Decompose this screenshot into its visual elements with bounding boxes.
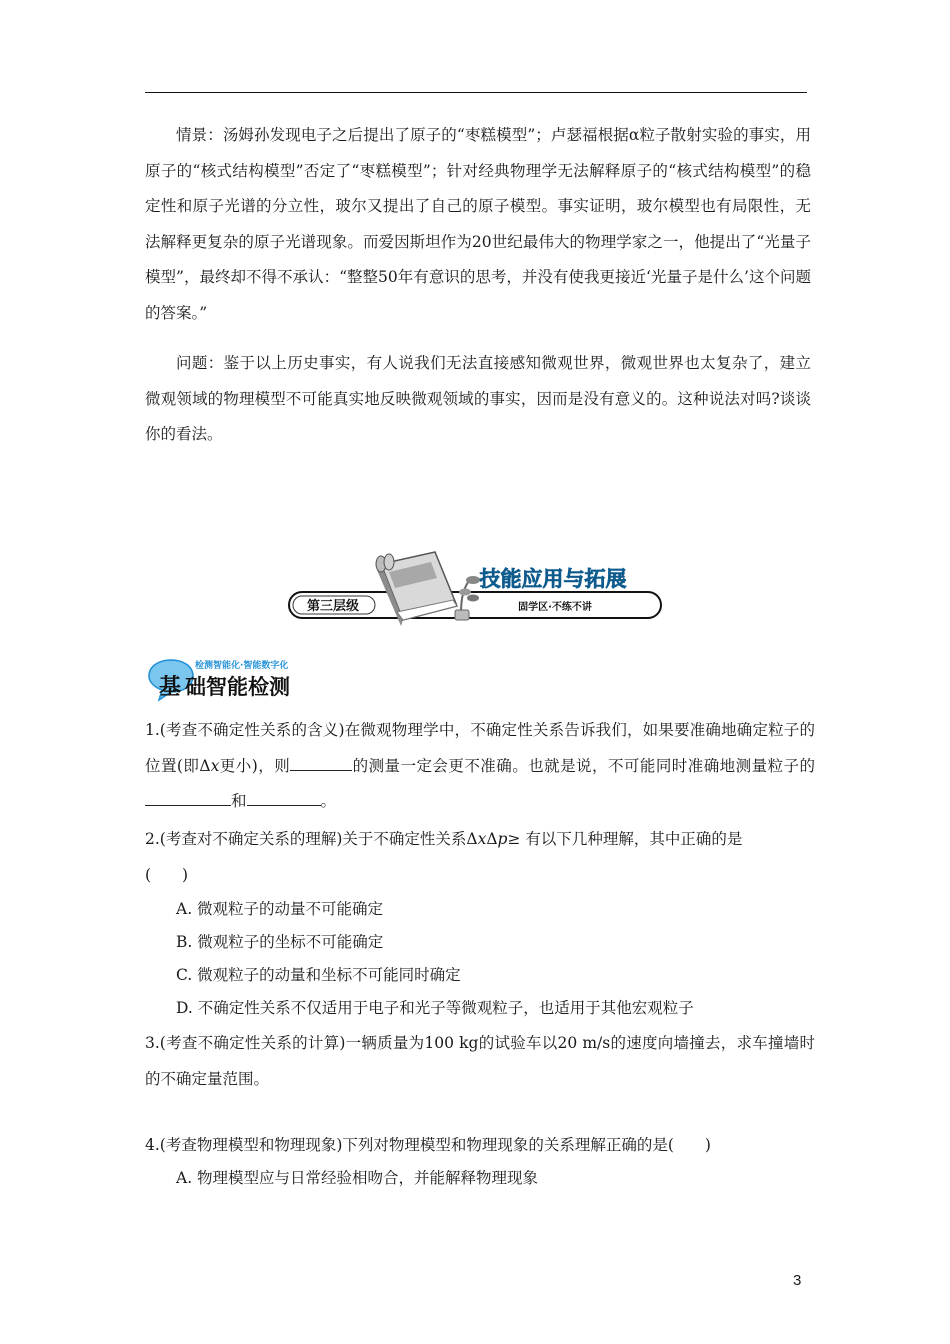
header-rule xyxy=(145,92,807,93)
q2-var-p: p xyxy=(497,830,508,848)
section-heading xyxy=(145,656,365,702)
q1-blank-1[interactable] xyxy=(290,753,352,771)
scenario-paragraph: 情景：汤姆孙发现电子之后提出了原子的“枣糕模型”；卢瑟福根据α粒子散射实验的事实，用原子的“核式结构模型”否定了“枣糕模型”；针对经典物理学无法解释原子的“核式结构模型”的稳定性和原子光谱的分立性，玻尔又提出了自己的原子模型。事实证明，玻尔模型也有局限性，无法解释更复杂的原子光谱现象。而爱因斯坦作为20世纪最伟大的物理学家之一，他提出了“光量子模型”，最终却不得不承认：“整整50年有意识的思考，并没有使我更接近‘光量子是什么’这个问题的答案。” xyxy=(145,126,811,322)
butterfly-icon xyxy=(376,554,394,572)
banner-title: 技能应用与拓展 xyxy=(479,567,627,591)
question-2 xyxy=(145,822,815,893)
page-number: 3 xyxy=(793,1272,802,1289)
q1-and: 和 xyxy=(231,792,247,810)
q2-option-b[interactable]: B. 微观粒子的坐标不可能确定 xyxy=(176,933,384,951)
question-paragraph: 问题：鉴于以上历史事实，有人说我们无法直接感知微观世界，微观世界也太复杂了，建立微观领域的物理模型不可能真实地反映微观领域的事实，因而是没有意义的。这种说法对吗?谈谈你的看法。 xyxy=(145,354,811,443)
q1-blank-2[interactable] xyxy=(145,788,231,806)
q2-answer-paren[interactable]: ( ) xyxy=(145,865,189,884)
question-1 xyxy=(145,713,815,820)
level-banner xyxy=(285,548,665,630)
q4-option-a[interactable]: A. 物理模型应与日常经验相吻合，并能解释物理现象 xyxy=(176,1169,539,1187)
q2-option-d[interactable]: D. 不确定性关系不仅适用于电子和光子等微观粒子，也适用于其他宏观粒子 xyxy=(176,999,694,1017)
banner-subtitle: 固学区·不练不讲 xyxy=(518,602,592,613)
q2-text-start: 2.(考查对不确定关系的理解)关于不确定性关系Δ xyxy=(145,830,478,848)
q1-blank-3[interactable] xyxy=(247,788,321,806)
section-first-char: 基 xyxy=(159,675,182,700)
q1-end: 。 xyxy=(320,792,337,810)
section-title: 础智能检测 xyxy=(185,675,290,699)
q2-option-c[interactable]: C. 微观粒子的动量和坐标不可能同时确定 xyxy=(176,966,461,984)
q1-var-x: x xyxy=(210,756,220,775)
q2-var-x: x xyxy=(477,830,487,848)
question-3: 3.(考查不确定性关系的计算)一辆质量为100 kg的试验车以20 m/s的速度向墙撞去，求车撞墙时的不确定量范围。 xyxy=(145,1034,815,1088)
section-tagline: 检测智能化·智能数字化 xyxy=(195,661,289,671)
q2-delta: Δ xyxy=(486,830,498,848)
q1-text-start: 1.(考查不确定性关系的含义)在微观物理学中，不确定性关系告诉我们，如果要准确地确定粒子的位置(即Δ xyxy=(145,721,815,775)
q1-text-after: 的测量一定会更不准确。也就是说，不可能同时准确地测量粒子的 xyxy=(352,756,815,775)
banner-level-label: 第三层级 xyxy=(306,599,360,614)
q2-option-a[interactable]: A. 微观粒子的动量不可能确定 xyxy=(176,900,384,918)
q2-text-end: ≥ 有以下几种理解，其中正确的是 xyxy=(507,830,743,848)
q1-text-mid: 更小)，则 xyxy=(219,756,291,775)
question-4: 4.(考查物理模型和物理现象)下列对物理模型和物理现象的关系理解正确的是( ) xyxy=(145,1136,711,1154)
